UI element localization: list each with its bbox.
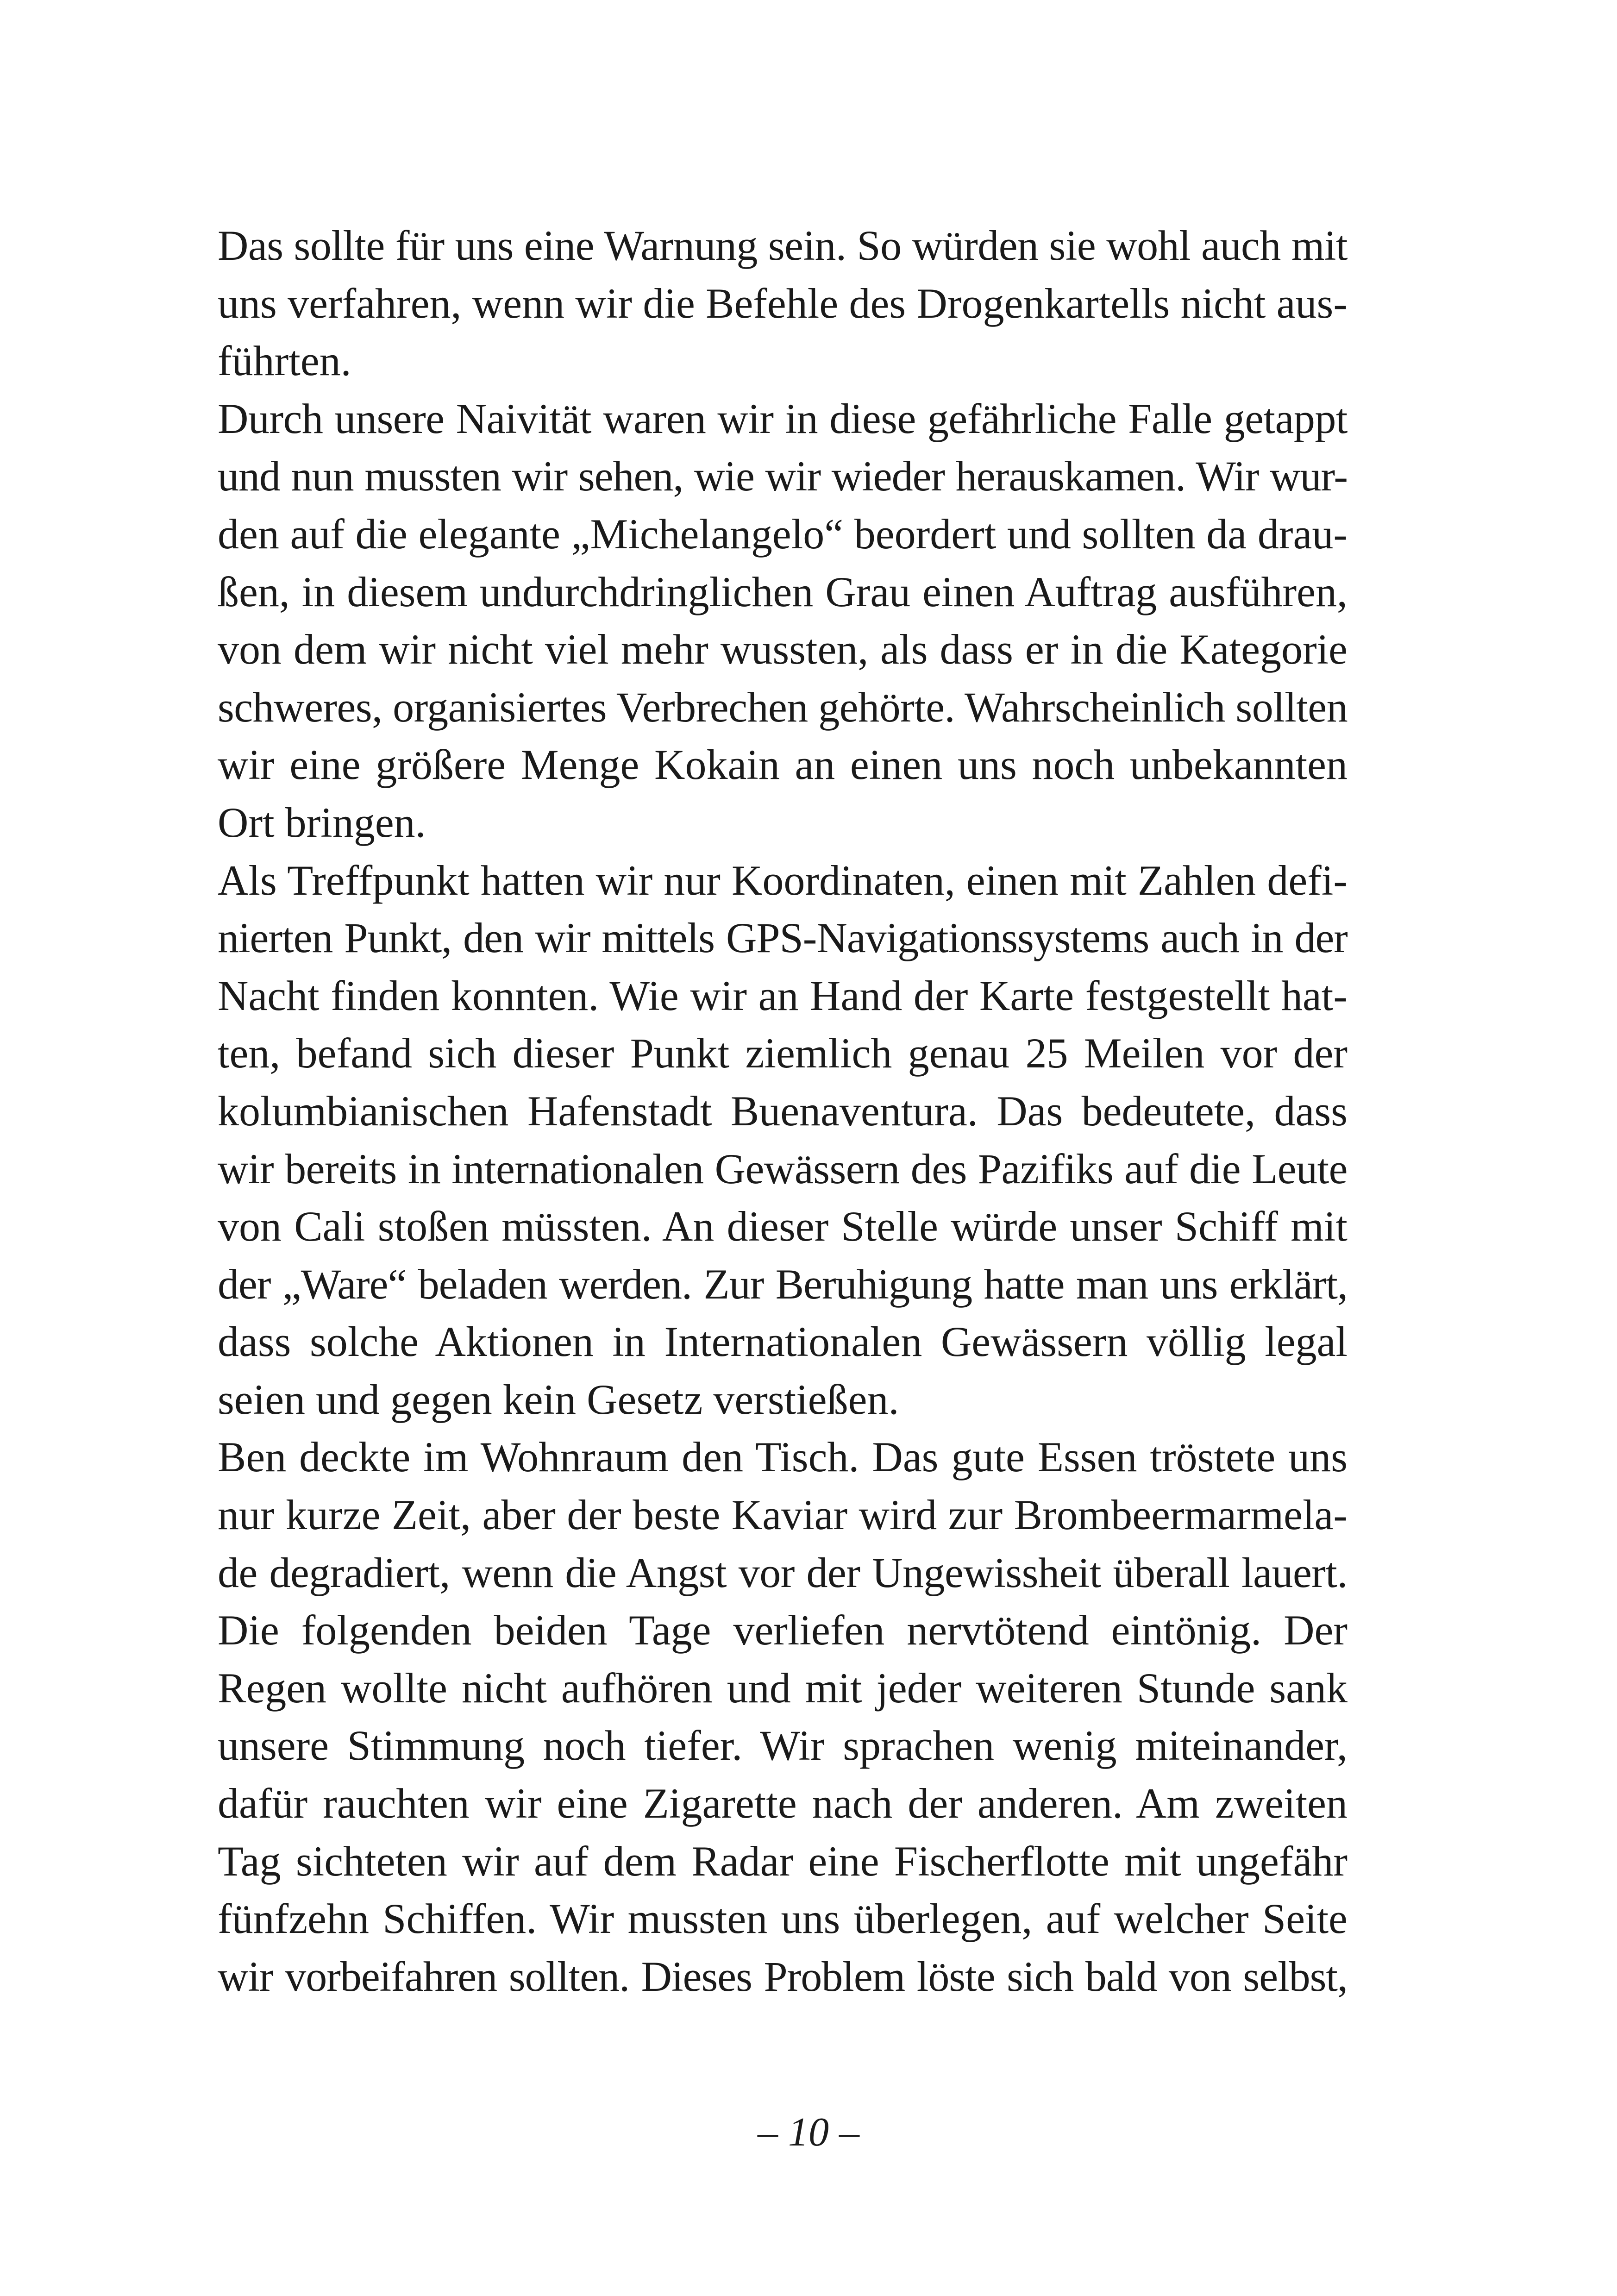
text-line: den auf die elegante „Michelangelo“ beordert und sollten da drau-	[218, 510, 1348, 558]
text-line: Durch unsere Naivität waren wir in diese gefährliche Falle getappt	[218, 395, 1348, 442]
text-line: wir vorbeifahren sollten. Dieses Problem löste sich bald von selbst,	[218, 1952, 1348, 2000]
text-line: uns verfahren, wenn wir die Befehle des Drogenkartells nicht aus-	[218, 279, 1348, 327]
page-number: – 10 –	[758, 2110, 859, 2155]
text-line: Als Treffpunkt hatten wir nur Koordinaten, einen mit Zahlen defi-	[218, 856, 1348, 904]
text-line: ßen, in diesem undurchdringlichen Grau einen Auftrag ausführen,	[218, 568, 1348, 615]
body-text	[218, 217, 1348, 2005]
text-line: Ben deckte im Wohnraum den Tisch. Das gute Essen tröstete uns	[218, 1433, 1348, 1481]
text-line: nierten Punkt, den wir mittels GPS-Navigationssystems auch in der	[218, 914, 1348, 962]
text-line: unsere Stimmung noch tiefer. Wir sprachen wenig miteinander,	[218, 1722, 1348, 1769]
text-line: Nacht finden konnten. Wie wir an Hand der Karte festgestellt hat-	[218, 972, 1348, 1019]
text-line: Ort bringen.	[218, 798, 426, 846]
text-line: und nun mussten wir sehen, wie wir wieder herauskamen. Wir wur-	[218, 452, 1348, 500]
text-line: Die folgenden beiden Tage verliefen nervtötend eintönig. Der	[218, 1606, 1348, 1654]
text-line: kolumbianischen Hafenstadt Buenaventura. Das bedeutete, dass	[218, 1087, 1348, 1135]
text-line: Tag sichteten wir auf dem Radar eine Fischerflotte mit ungefähr	[218, 1837, 1348, 1885]
text-line: dass solche Aktionen in Internationalen Gewässern völlig legal	[218, 1318, 1348, 1366]
text-line: ten, befand sich dieser Punkt ziemlich genau 25 Meilen vor der	[218, 1029, 1348, 1077]
text-line: nur kurze Zeit, aber der beste Kaviar wird zur Brombeermarmela-	[218, 1491, 1348, 1539]
text-line: fünfzehn Schiffen. Wir mussten uns überlegen, auf welcher Seite	[218, 1895, 1348, 1943]
text-line: führten.	[218, 337, 351, 385]
text-line: seien und gegen kein Gesetz verstießen.	[218, 1375, 899, 1423]
text-line: schweres, organisiertes Verbrechen gehörte. Wahrscheinlich sollten	[218, 683, 1348, 731]
text-line: de degradiert, wenn die Angst vor der Ungewissheit überall lauert.	[218, 1549, 1348, 1596]
text-line: Das sollte für uns eine Warnung sein. So würden sie wohl auch mit	[218, 222, 1348, 269]
text-line: dafür rauchten wir eine Zigarette nach der anderen. Am zweiten	[218, 1780, 1348, 1827]
text-line: wir bereits in internationalen Gewässern des Pazifiks auf die Leute	[218, 1145, 1348, 1192]
text-line: von dem wir nicht viel mehr wussten, als dass er in die Kategorie	[218, 626, 1348, 673]
text-line: der „Ware“ beladen werden. Zur Beruhigung hatte man uns erklärt,	[218, 1260, 1348, 1308]
text-line: Regen wollte nicht aufhören und mit jeder weiteren Stunde sank	[218, 1664, 1348, 1712]
text-line: von Cali stoßen müssten. An dieser Stelle würde unser Schiff mit	[218, 1203, 1348, 1250]
text-line: wir eine größere Menge Kokain an einen uns noch unbekannten	[218, 741, 1348, 789]
